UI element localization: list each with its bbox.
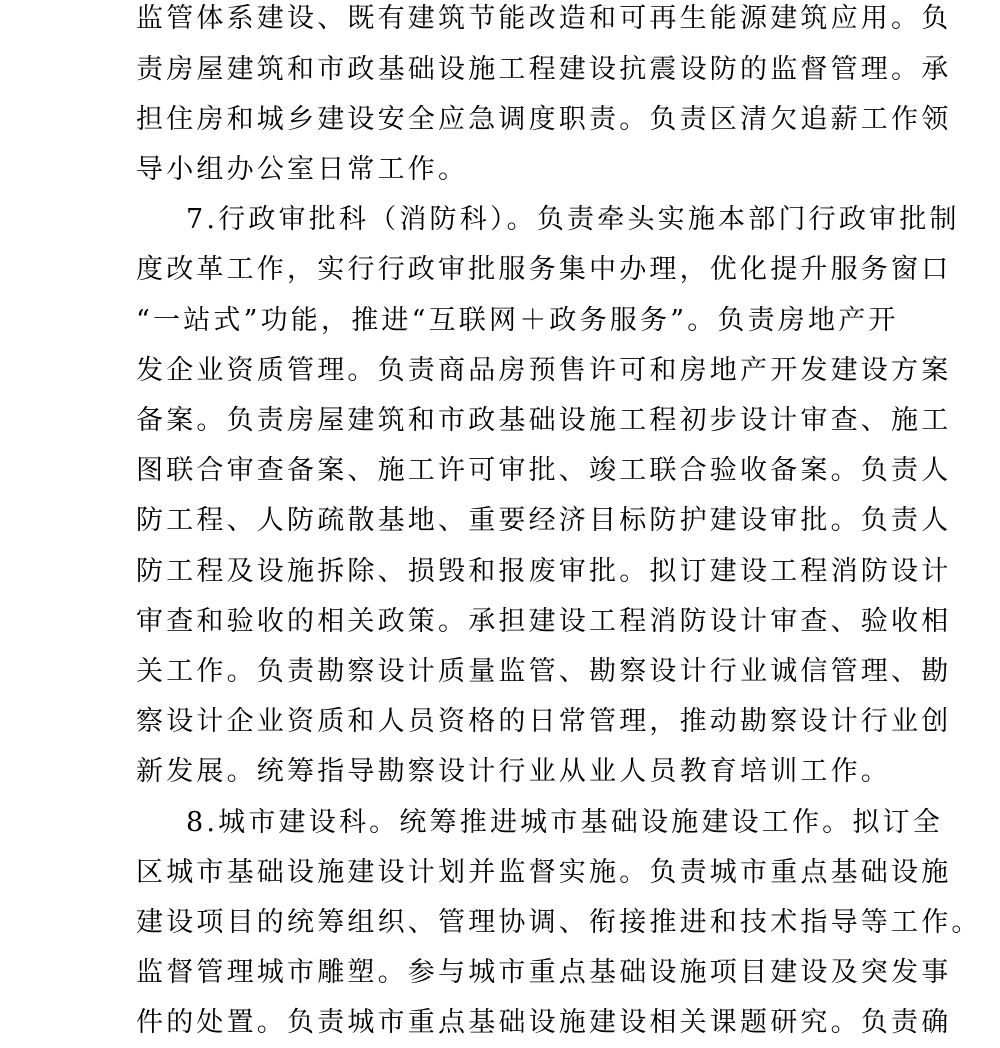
text-line: 新发展。统筹指导勘察设计行业从业人员教育培训工作。 (136, 756, 891, 787)
text-line: 防工程、人防疏散基地、重要经济目标防护建设审批。负责人 (136, 505, 952, 536)
text-line: 关工作。负责勘察设计质量监管、勘察设计行业诚信管理、勘 (136, 656, 952, 687)
text-line: 审查和验收的相关政策。承担建设工程消防设计审查、验收相 (136, 606, 952, 637)
text-line: 担住房和城乡建设安全应急调度职责。负责区清欠追薪工作领 (136, 104, 952, 135)
text-line: 导小组办公室日常工作。 (136, 154, 469, 185)
text-line: 图联合审查备案、施工许可审批、竣工联合验收备案。负责人 (136, 455, 952, 486)
text-line: 防工程及设施拆除、损毁和报废审批。拟订建设工程消防设计 (136, 556, 952, 587)
text-line: 件的处置。负责城市重点基础设施建设相关课题研究。负责确 (136, 1007, 952, 1038)
text-line: 察设计企业资质和人员资格的日常管理，推动勘察设计行业创 (136, 706, 952, 737)
text-line: 发企业资质管理。负责商品房预售许可和房地产开发建设方案 (136, 355, 952, 386)
text-line: “一站式”功能，推进“互联网＋政务服务”。负责房地产开 (136, 305, 899, 336)
paragraph-heading-8: 8.城市建设科。统筹推进城市基础设施建设工作。拟订全 (186, 807, 943, 838)
text-line: 度改革工作，实行行政审批服务集中办理，优化提升服务窗口 (136, 254, 952, 285)
text-line: 监督管理城市雕塑。参与城市重点基础设施项目建设及突发事 (136, 957, 952, 988)
paragraph-heading-7: 7.行政审批科（消防科）。负责牵头实施本部门行政审批制 (186, 204, 960, 235)
text-line: 监管体系建设、既有建筑节能改造和可再生能源建筑应用。负 (136, 3, 952, 34)
text-line: 建设项目的统筹组织、管理协调、衔接推进和技术指导等工作。 (136, 907, 982, 938)
text-line: 备案。负责房屋建筑和市政基础设施工程初步设计审查、施工 (136, 405, 952, 436)
text-line: 区城市基础设施建设计划并监督实施。负责城市重点基础设施 (136, 857, 952, 888)
text-line: 责房屋建筑和市政基础设施工程建设抗震设防的监督管理。承 (136, 54, 952, 85)
